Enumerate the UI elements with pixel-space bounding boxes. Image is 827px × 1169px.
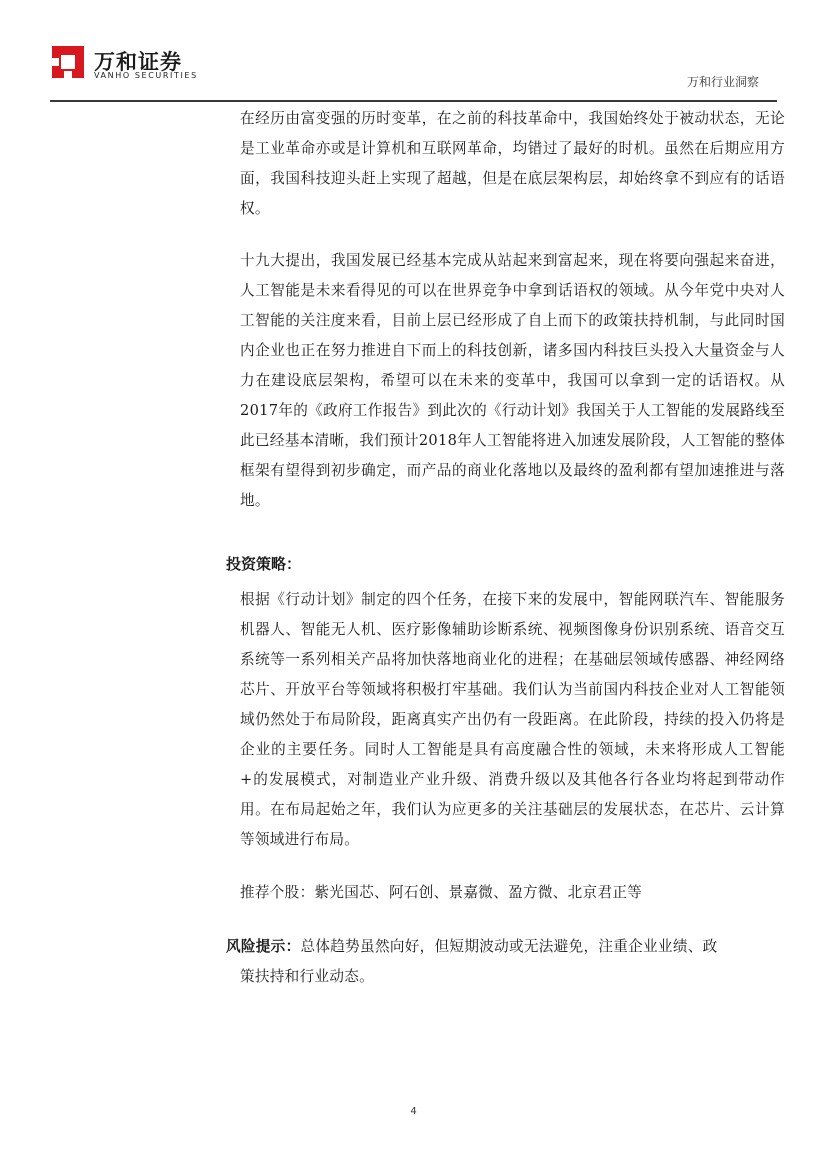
- vanho-logo-icon: [50, 44, 86, 80]
- logo-chinese-text: 万和证券: [94, 50, 182, 74]
- risk-warning-label: 风险提示：: [226, 938, 301, 955]
- page-header: [0, 0, 827, 104]
- risk-warning: [226, 932, 785, 992]
- header-section-title: 万和行业洞察: [686, 75, 759, 89]
- body-paragraph-3: 根据《行动计划》制定的四个任务，在接下来的发展中，智能网联汽车、智能服务机器人、智能无人机、医疗影像辅助诊断系统、视频图像身份识别系统、语音交互系统等一系列相关产品将加快落地商业化的进程；在基础层领域传感器、神经网络芯片、开放平台等领域将积极打牢基础。我们认为当前国内科技企业对人工智能领域仍然处于布局阶段，距离真实产出仍有一段距离。在此阶段，持续的投入仍将是企业的主要任务。同时人工智能是具有高度融合性的领域，未来将形成人工智能+的发展模式，对制造业产业升级、消费升级以及其他各行各业均将起到带动作用。在布局起始之年，我们认为应更多的关注基础层的发展状态，在芯片、云计算等领域进行布局。: [240, 591, 785, 848]
- body-paragraph-2: 十九大提出，我国发展已经基本完成从站起来到富起来，现在将要向强起来奋进，人工智能是未来看得见的可以在世界竞争中拿到话语权的领域。从今年党中央对人工智能的关注度来看，目前上层已经形成了自上而下的政策扶持机制，与此同时国内企业也正在努力推进自下而上的科技创新，诸多国内科技巨头投入大量资金与人力在建设底层架构，希望可以在未来的变革中，我国可以拿到一定的话语权。从2017年的《政府工作报告》到此次的《行动计划》我国关于人工智能的发展路线至此已经基本清晰，我们预计2018年人工智能将进入加速发展阶段，人工智能的整体框架有望得到初步确定，而产品的商业化落地以及最终的盈利都有望加速推进与落地。: [240, 252, 785, 509]
- company-logo: [50, 44, 198, 86]
- recommended-stocks: 推荐个股：紫光国芯、阿石创、景嘉微、盈方微、北京君正等: [240, 884, 643, 901]
- page-number: 4: [410, 1106, 417, 1117]
- risk-warning-text: 总体趋势虽然向好，但短期波动或无法避免，注重企业业绩、政: [300, 938, 718, 955]
- header-divider: [50, 100, 777, 102]
- risk-warning-text-continued: 策扶持和行业动态。: [240, 968, 375, 985]
- body-paragraph-1: 在经历由富变强的历时变革，在之前的科技革命中，我国始终处于被动状态，无论是工业革命亦或是计算机和互联网革命，均错过了最好的时机。虽然在后期应用方面，我国科技迎头赶上实现了超越，但是在底层架构层，却始终拿不到应有的话语权。: [240, 110, 785, 217]
- logo-english-text: VANHO SECURITIES: [94, 71, 198, 80]
- section-heading-investment-strategy: 投资策略：: [226, 555, 302, 573]
